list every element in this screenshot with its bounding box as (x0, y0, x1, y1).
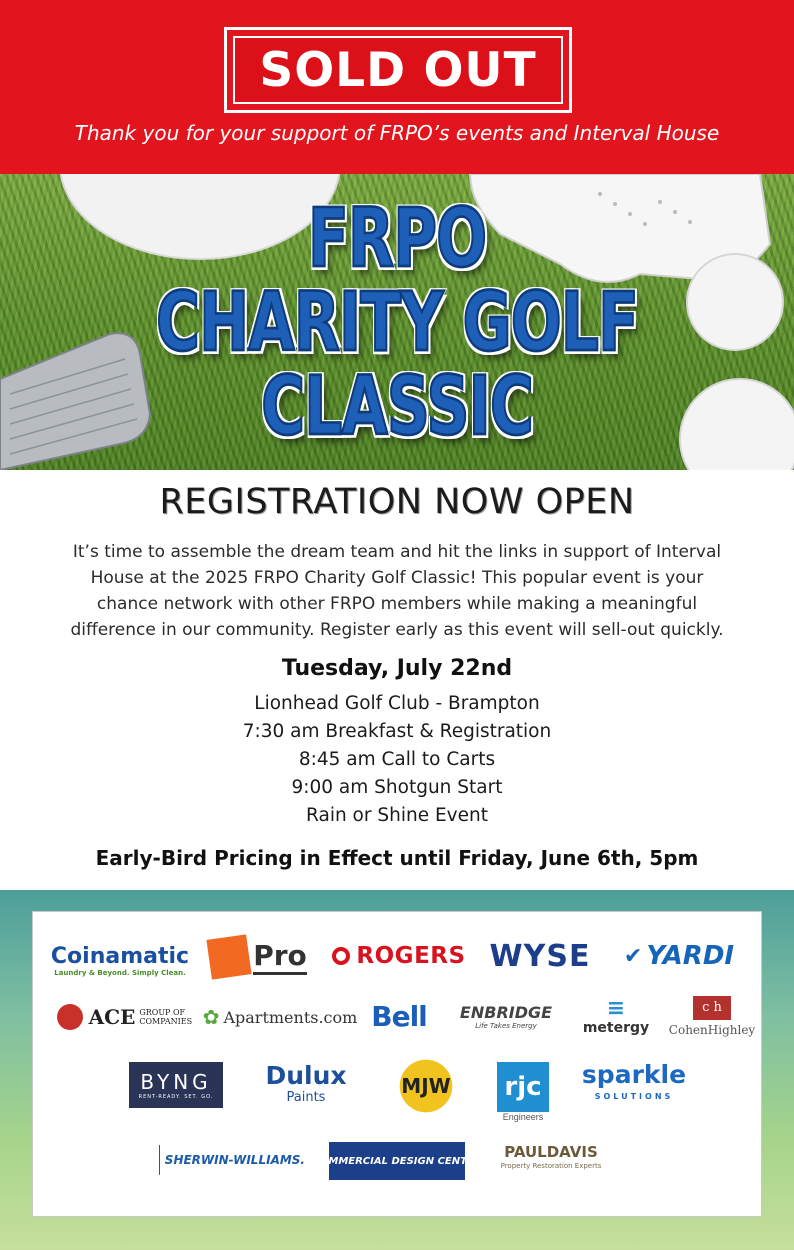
early-bird-notice: Early-Bird Pricing in Effect until Friday, June 6th, 5pm (95, 846, 699, 870)
apartments-icon: ✿ (202, 1005, 220, 1029)
hero-title-line-3: CLASSIC (261, 359, 533, 455)
cohen-highley-icon: c h (693, 996, 731, 1020)
home-depot-icon (207, 934, 252, 979)
sponsor-dulux-logo: Dulux Paints (265, 1061, 347, 1105)
sponsor-mjw-logo: MJW (391, 1054, 461, 1118)
sponsor-enbridge-logo: ENBRIDGE Life Takes Energy (459, 1002, 553, 1030)
sponsor-metergy-logo: ≡ metergy (582, 996, 650, 1036)
event-details (0, 690, 794, 830)
sponsor-paul-davis-logo: PAULDAVIS Property Restoration Experts (500, 1143, 602, 1170)
sponsor-rjc-logo: rjc Engineers (495, 1056, 551, 1128)
sponsor-sparkle-logo: sparkle SOLUTIONS (581, 1060, 687, 1101)
sold-out-banner (0, 0, 794, 174)
sponsor-apartments-logo: ✿ Apartments.com (202, 1005, 358, 1029)
ace-icon (57, 1004, 83, 1030)
event-schedule-breakfast: 7:30 am Breakfast & Registration (242, 721, 552, 742)
event-date: Tuesday, July 22nd (281, 656, 513, 681)
description-line: difference in our community. Register early as this event will sell-out quickly. (70, 620, 724, 640)
hero-title-line-2: CHARITY GOLF (156, 275, 638, 371)
sponsor-wyse-meter-logo: WYSE (489, 938, 591, 974)
hero-title-line-1: FRPO (307, 191, 487, 287)
sponsor-commercial-design-centre-logo: COMMERCIAL DESIGN CENTRE (329, 1142, 465, 1180)
sponsor-cohen-highley-logo: c h CohenHighley (667, 988, 757, 1044)
description-line: House at the 2025 FRPO Charity Golf Classic! This popular event is your (90, 568, 704, 588)
event-schedule-carts: 8:45 am Call to Carts (298, 749, 496, 770)
sponsor-sherwin-williams-logo: SHERWIN-WILLIAMS. (164, 1153, 305, 1167)
sold-out-badge (224, 27, 572, 113)
sponsor-logos-panel (32, 911, 762, 1217)
sold-out-label: SOLD OUT (259, 42, 537, 98)
yardi-check-icon: ✔ (623, 943, 643, 969)
hero-golf-image (0, 174, 794, 470)
metergy-icon: ≡ (606, 996, 626, 1021)
registration-description (28, 539, 766, 643)
event-location: Lionhead Golf Club - Brampton (254, 693, 540, 714)
rogers-icon (332, 947, 350, 965)
sponsor-home-depot-pro-logo: Pro (209, 934, 307, 980)
sponsor-coinamatic-logo: Coinamatic Laundry & Beyond. Simply Clean. (50, 943, 190, 977)
sponsor-rogers-logo: ROGERS (329, 936, 469, 976)
sponsor-yardi-logo: ✔ YARDI (623, 941, 735, 971)
thank-you-message: Thank you for your support of FRPO’s events and Interval House (74, 121, 720, 145)
event-schedule-start: 9:00 am Shotgun Start (291, 777, 503, 798)
sherwin-williams-icon (159, 1145, 160, 1175)
sponsor-bell-logo: Bell (371, 999, 427, 1033)
event-weather-note: Rain or Shine Event (306, 805, 488, 826)
registration-heading: REGISTRATION NOW OPEN (159, 482, 635, 522)
description-line: chance network with other FRPO members while making a meaningful (96, 594, 698, 614)
description-line: It’s time to assemble the dream team and hit the links in support of Interval (72, 542, 722, 562)
sponsor-ace-logo: ACE GROUP OF COMPANIES (55, 994, 187, 1040)
sponsor-byng-logo: BYNG RENT-READY. SET. GO. (129, 1062, 223, 1108)
